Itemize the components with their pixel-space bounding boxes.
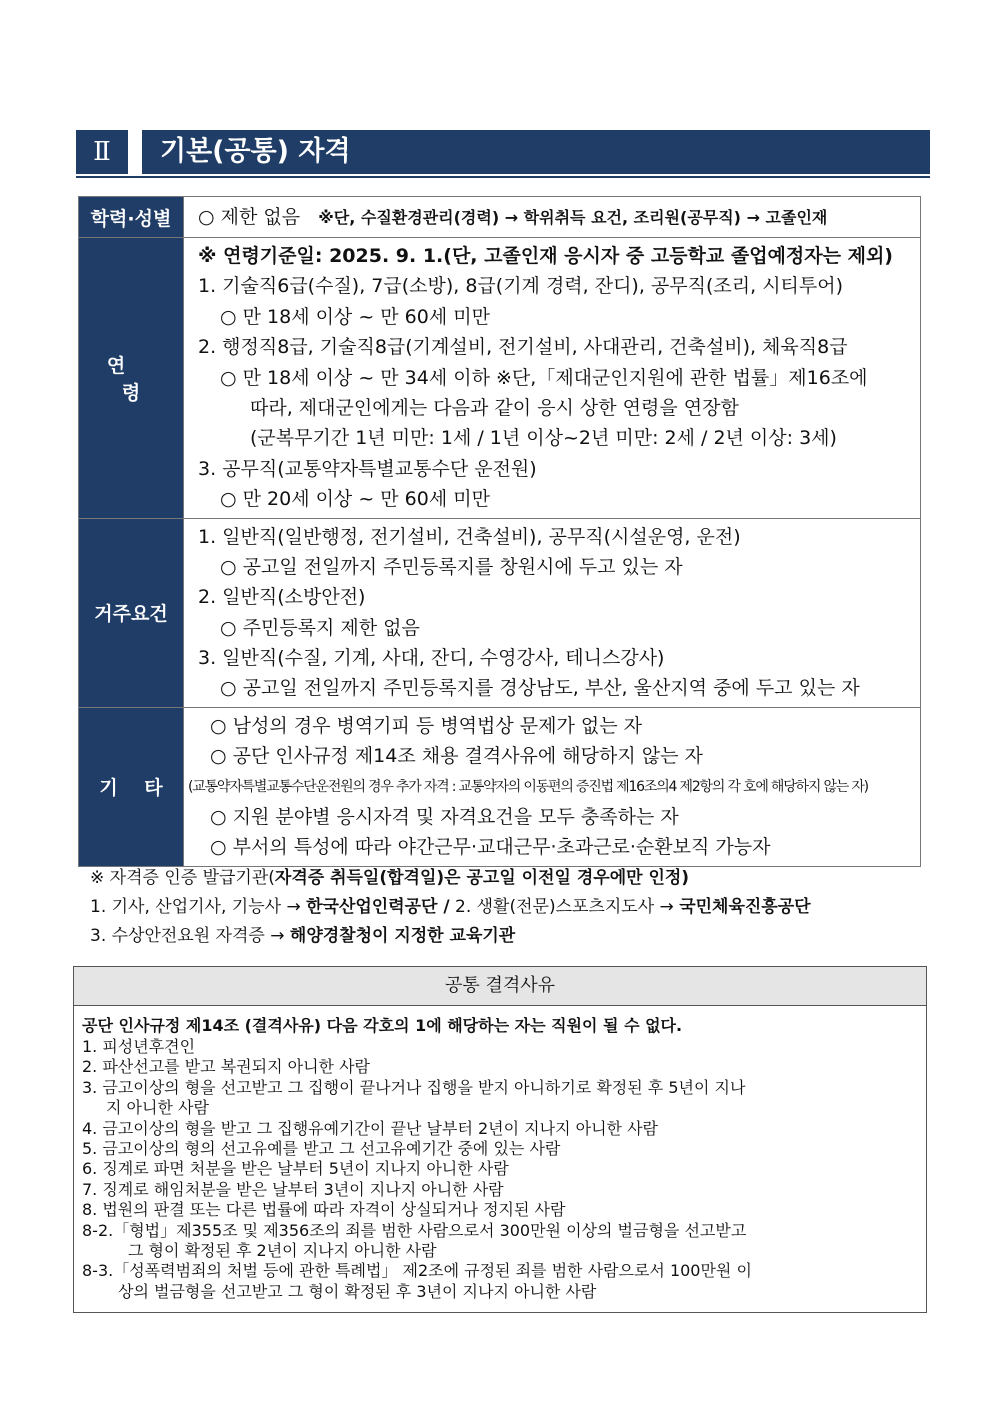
disqualification-item: 8-3.「성폭력범죄의 처벌 등에 관한 특례법」 제2조에 규정된 죄를 범한 사람으로서 100만원 이 — [82, 1261, 752, 1281]
row-header-residence: 거주요건 — [79, 518, 184, 707]
disqualification-item: 그 형이 확정된 후 2년이 지나지 아니한 사람 — [128, 1240, 437, 1260]
disqualification-item: 7. 징계로 해임처분을 받은 날부터 3년이 지나지 아니한 사람 — [82, 1179, 504, 1199]
row-education — [79, 197, 921, 238]
age-item: 1. 기술직6급(수질), 7급(소방), 8급(기계 경력, 잔디), 공무직(조리, 시티투어) — [198, 275, 844, 298]
disqualification-item: 8-2.「형법」제355조 및 제356조의 죄를 범한 사람으로서 300만원 이상의 벌금형을 선고받고 — [82, 1220, 747, 1240]
note-line: 3. 수상안전요원 자격증 → 해양경찰청이 지정한 교육기관 — [90, 926, 516, 946]
disqualification-item: 지 아니한 사람 — [106, 1098, 209, 1118]
disqualification-body — [74, 1006, 926, 1302]
other-item: ○ 공단 인사규정 제14조 채용 결격사유에 해당하지 않는 자 — [210, 745, 703, 768]
disqualification-item: 3. 금고이상의 형을 선고받고 그 집행이 끝나거나 집행을 받지 아니하기로 확정된 후 5년이 지나 — [82, 1077, 746, 1097]
disqualification-item: 2. 파산선고를 받고 복권되지 아니한 사람 — [82, 1057, 370, 1077]
age-item: ○ 만 18세 이상 ~ 만 60세 미만 — [220, 305, 490, 328]
section-title: 기본(공통) 자격 — [142, 130, 930, 174]
row-other — [79, 707, 921, 866]
disqualification-box — [73, 966, 927, 1313]
section-number: Ⅱ — [76, 130, 128, 174]
age-item: (군복무기간 1년 미만: 1세 / 1년 이상~2년 미만: 2세 / 2년 이상: 3세) — [250, 427, 837, 450]
row-residence — [79, 518, 921, 707]
age-item: ○ 만 18세 이상 ~ 만 34세 이하 ※단,「제대군인지원에 관한 법률」제16조에 — [220, 366, 868, 389]
disqualification-item: 4. 금고이상의 형을 받고 그 집행유예기간이 끝난 날부터 2년이 지나지 아니한 사람 — [82, 1118, 658, 1138]
education-main: ○ 제한 없음 — [198, 206, 301, 228]
age-content — [184, 238, 921, 519]
row-header-age: 연 령 — [79, 238, 184, 519]
note-line: 1. 기사, 산업기사, 기능사 → 한국산업인력공단 / 2. 생활(전문)스포츠지도사 → 국민체육진흥공단 — [90, 897, 811, 917]
disqualification-title: 공통 결격사유 — [74, 967, 926, 1006]
other-item: ○ 부서의 특성에 따라 야간근무·교대근무·초과근로·순환보직 가능자 — [210, 836, 771, 859]
disqualification-item: 상의 벌금형을 선고받고 그 형이 확정된 후 3년이 지나지 아니한 사람 — [118, 1281, 597, 1301]
disqualification-intro: 공단 인사규정 제14조 (결격사유) 다음 각호의 1에 해당하는 자는 직원이 될 수 없다. — [82, 1016, 683, 1035]
section-header — [76, 130, 930, 174]
residence-content — [184, 518, 921, 707]
disqualification-item: 5. 금고이상의 형의 선고유예를 받고 그 선고유예기간 중에 있는 사람 — [82, 1138, 561, 1158]
disqualification-item: 6. 징계로 파면 처분을 받은 날부터 5년이 지나지 아니한 사람 — [82, 1159, 509, 1179]
note-line: ※ 자격증 인증 발급기관(자격증 취득일(합격일)은 공고일 이전일 경우에만 인정) — [90, 868, 690, 888]
residence-item: 3. 일반직(수질, 기계, 사대, 잔디, 수영강사, 테니스강사) — [198, 647, 665, 670]
age-item: 3. 공무직(교통약자특별교통수단 운전원) — [198, 457, 537, 480]
other-item: ○ 남성의 경우 병역기피 등 병역법상 문제가 없는 자 — [210, 714, 642, 737]
age-item: 2. 행정직8급, 기술직8급(기계설비, 전기설비, 사대관리, 건축설비), 체육직8급 — [198, 336, 848, 359]
row-header-other: 기 타 — [79, 707, 184, 866]
disqualification-item: 1. 피성년후견인 — [82, 1037, 196, 1056]
section-divider — [76, 176, 930, 178]
residence-item: 1. 일반직(일반행정, 전기설비, 건축설비), 공무직(시설운영, 운전) — [198, 525, 741, 548]
age-item: ○ 만 20세 이상 ~ 만 60세 미만 — [220, 488, 490, 511]
education-note: ※단, 수질환경관리(경력) → 학위취득 요건, 조리원(공무직) → 고졸인재 — [318, 208, 828, 227]
education-content — [184, 197, 921, 238]
residence-item: 2. 일반직(소방안전) — [198, 586, 366, 609]
row-age — [79, 238, 921, 519]
age-reference-line: ※ 연령기준일: 2025. 9. 1.(단, 고졸인재 응시자 중 고등학교 졸업예정자는 제외) — [198, 245, 893, 267]
row-header-education: 학력·성별 — [79, 197, 184, 238]
age-item: 따라, 제대군인에게는 다음과 같이 응시 상한 연령을 연장함 — [250, 396, 739, 419]
disqualification-item: 8. 법원의 판결 또는 다른 법률에 따라 자격이 상실되거나 정지된 사람 — [82, 1200, 566, 1220]
other-content — [184, 707, 921, 866]
residence-item: ○ 공고일 전일까지 주민등록지를 창원시에 두고 있는 자 — [220, 555, 683, 578]
residence-item: ○ 공고일 전일까지 주민등록지를 경상남도, 부산, 울산지역 중에 두고 있는 자 — [220, 677, 860, 700]
other-subnote: (교통약자특별교통수단운전원의 경우 추가 자격 : 교통약자의 이동편의 증진법 제16조의4 제2항의 각 호에 해당하지 않는 자) — [188, 778, 868, 795]
other-item: ○ 지원 분야별 응시자격 및 자격요건을 모두 충족하는 자 — [210, 806, 679, 829]
qualification-table — [78, 196, 921, 867]
certificate-notes — [90, 864, 950, 951]
residence-item: ○ 주민등록지 제한 없음 — [220, 616, 420, 639]
